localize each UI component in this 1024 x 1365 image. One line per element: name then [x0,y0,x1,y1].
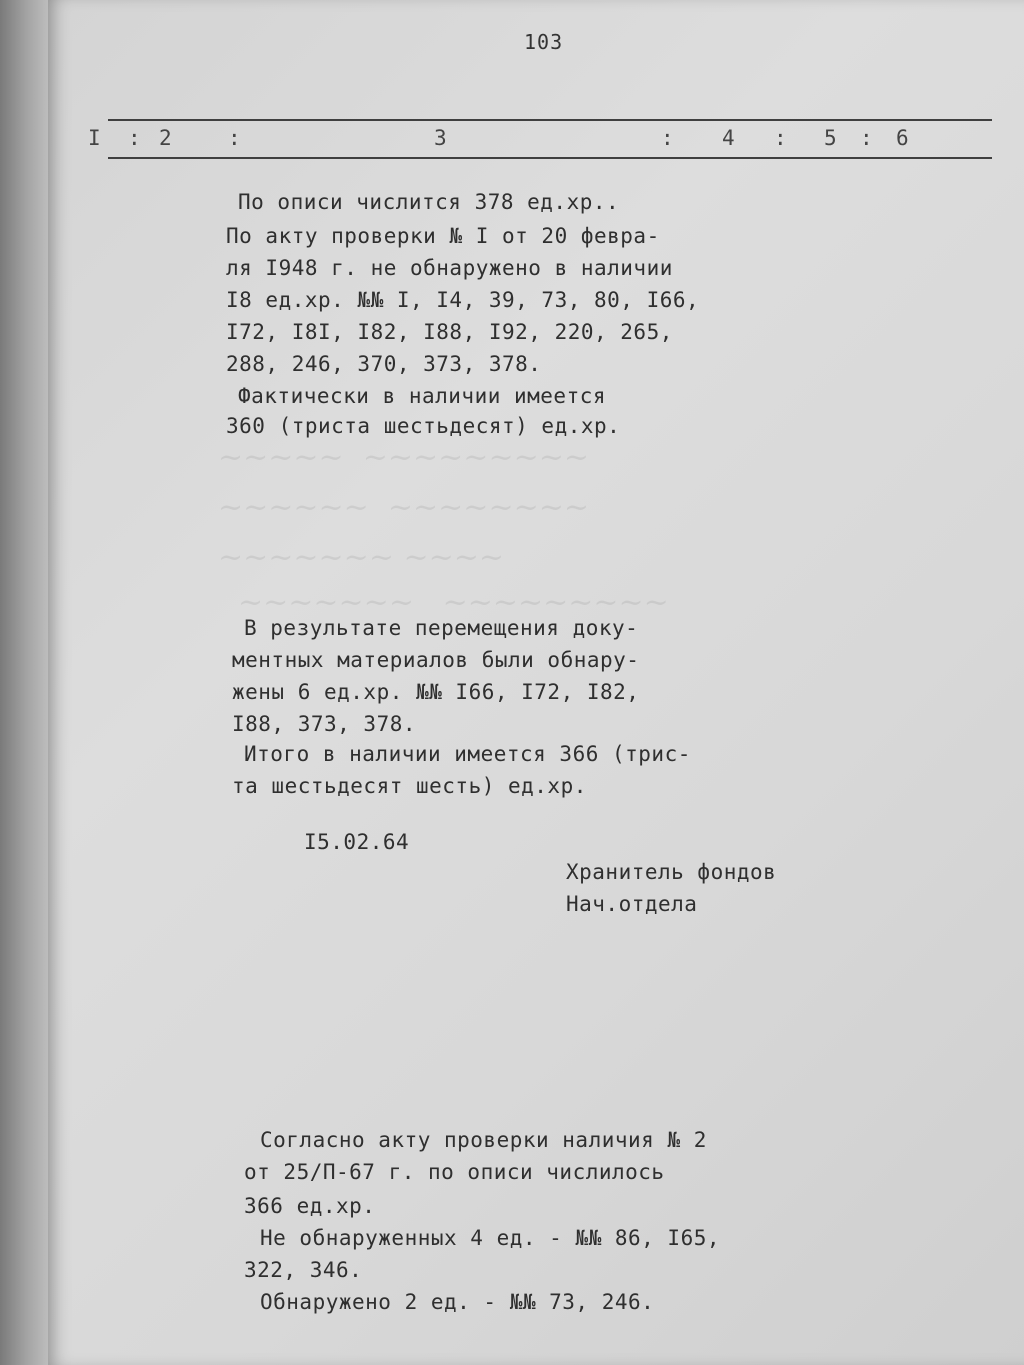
column-separator: : [661,126,674,150]
column-separator: : [228,126,241,150]
page-number: 103 [524,30,564,54]
header-rule-bottom [108,157,992,159]
text-line: та шестьдесят шесть) ед.хр. [232,774,587,798]
binder-spine [0,0,48,1365]
column-separator: : [128,126,141,150]
signature-title: Хранитель фондов [566,860,777,884]
text-line: I88, 373, 378. [232,712,417,736]
text-line: Обнаружено 2 ед. - №№ 73, 246. [260,1290,655,1314]
text-line: 360 (триста шестьдесят) ед.хр. [226,414,621,438]
text-line: Согласно акту проверки наличия № 2 [260,1128,707,1152]
text-line: ля I948 г. не обнаружено в наличии [226,256,673,280]
show-through-scribble: ~~~~~~~ ~~~~ [218,540,505,575]
text-line: В результате перемещения доку- [244,616,639,640]
document-date: I5.02.64 [304,830,410,854]
text-line: жены 6 ед.хр. №№ I66, I72, I82, [232,680,640,704]
column-number-2: 2 [159,126,172,150]
text-line: 366 ед.хр. [244,1194,376,1218]
document-page [48,0,1024,1365]
text-line: Не обнаруженных 4 ед. - №№ 86, I65, [260,1226,721,1250]
text-line: 322, 346. [244,1258,363,1282]
show-through-scribble: ~~~~~ ~~~~~~~~~ [218,440,589,475]
text-line: I8 ед.хр. №№ I, I4, 39, 73, 80, I66, [226,288,700,312]
column-number-1: I [88,126,101,150]
column-number-4: 4 [722,126,735,150]
column-number-6: 6 [896,126,909,150]
text-line: По акту проверки № I от 20 февра- [226,224,660,248]
column-separator: : [860,126,873,150]
text-line: Фактически в наличии имеется [238,384,607,408]
text-line: 288, 246, 370, 373, 378. [226,352,542,376]
show-through-scribble: ~~~~~~ ~~~~~~~~ [218,490,589,525]
text-line: По описи числится 378 ед.хр.. [238,190,620,214]
show-through-scribble: ~~~~~~~ ~~~~~~~~~ [238,585,669,620]
text-line: Итого в наличии имеется 366 (трис- [244,742,691,766]
text-line: от 25/П-67 г. по описи числилось [244,1160,665,1184]
column-separator: : [774,126,787,150]
signature-title: Нач.отдела [566,892,698,916]
header-rule-top [108,119,992,121]
column-number-5: 5 [824,126,837,150]
text-line: I72, I8I, I82, I88, I92, 220, 265, [226,320,673,344]
text-line: ментных материалов были обнару- [232,648,640,672]
column-number-3: 3 [434,126,447,150]
